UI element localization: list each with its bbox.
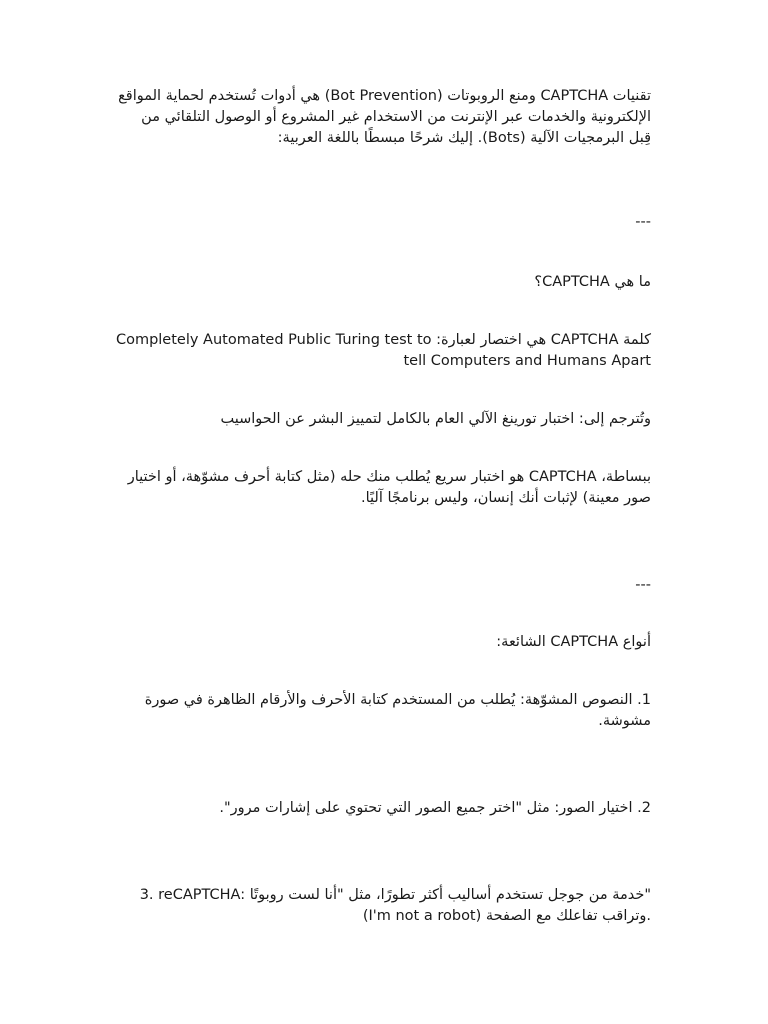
type-item-2: 2. اختيار الصور: مثل "اختر جميع الصور التي تحتوي على إشارات مرور". (219, 800, 651, 816)
separator-2: --- (635, 577, 651, 593)
type-item-3: 3. reCAPTCHA: خدمة من جوجل تستخدم أساليب أكثر تطورًا، مثل "أنا لست روبوتًا" (I'm not a robot) وتراقب تفاعلك مع الصفحة. (139, 887, 651, 924)
type-item-1: 1. النصوص المشوّهة: يُطلب من المستخدم كتابة الأحرف والأرقام الظاهرة في صورة مشوشة. (144, 692, 651, 729)
separator-1: --- (635, 214, 651, 230)
intro-paragraph: تقنيات CAPTCHA ومنع الروبوتات (Bot Prevention) هي أدوات تُستخدم لحماية المواقع الإلكترونية والخدمات عبر الإنترنت من الاستخدام غير المشروع أو الوصول التلقائي من قِبل البرمجيات الآلية (Bots). إليك شرحًا مبسطًا باللغة العربية: (118, 88, 651, 146)
heading-what-is-captcha: ما هي CAPTCHA؟ (534, 274, 651, 290)
heading-captcha-types: أنواع CAPTCHA الشائعة: (496, 634, 651, 650)
translation-paragraph: وتُترجم إلى: اختبار تورينغ الآلي العام بالكامل لتمييز البشر عن الحواسيب (220, 411, 651, 427)
simple-explanation-paragraph: ببساطة، CAPTCHA هو اختبار سريع يُطلب منك حله (مثل كتابة أحرف مشوّهة، أو اختيار صور معينة) لإثبات أنك إنسان، وليس برنامجًا آليًا. (127, 469, 651, 506)
definition-paragraph: كلمة CAPTCHA هي اختصار لعبارة: Completely Automated Public Turing test to tell Computers and Humans Apart (115, 332, 651, 369)
